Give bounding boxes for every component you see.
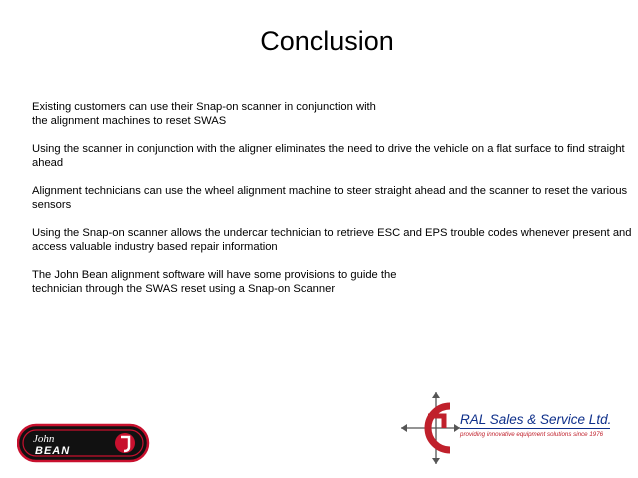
slide-title: Conclusion <box>260 26 394 56</box>
ral-logo-name: RAL Sales & Service Ltd. <box>460 412 612 427</box>
john-bean-logo-line2: BEAN <box>35 445 71 457</box>
slide-body <box>32 100 632 310</box>
john-bean-logo-line1: John <box>33 433 55 445</box>
paragraph-trouble-codes: Using the Snap-on scanner allows the undercar technician to retrieve ESC and EPS trouble codes whenever present and access valuable industry based repair information <box>32 227 632 253</box>
paragraph-software-guide: The John Bean alignment software will have some provisions to guide the technician through the SWAS reset using a Snap-on Scanner <box>32 269 397 295</box>
paragraph-swas-reset: Existing customers can use their Snap-on scanner in conjunction with the alignment machines to reset SWAS <box>32 101 376 127</box>
ral-logo-tagline: providing innovative equipment solutions since 1976 <box>460 431 604 438</box>
ral-logo-rule <box>460 428 610 429</box>
ral-sales-service-logo <box>398 388 614 466</box>
paragraph-steer-straight: Alignment technicians can use the wheel alignment machine to steer straight ahead and the scanner to reset the various sensors <box>32 185 628 211</box>
paragraph-eliminate-drive: Using the scanner in conjunction with the aligner eliminates the need to drive the vehicle on a flat surface to find straight ahead <box>32 143 625 169</box>
john-bean-logo <box>17 423 151 463</box>
